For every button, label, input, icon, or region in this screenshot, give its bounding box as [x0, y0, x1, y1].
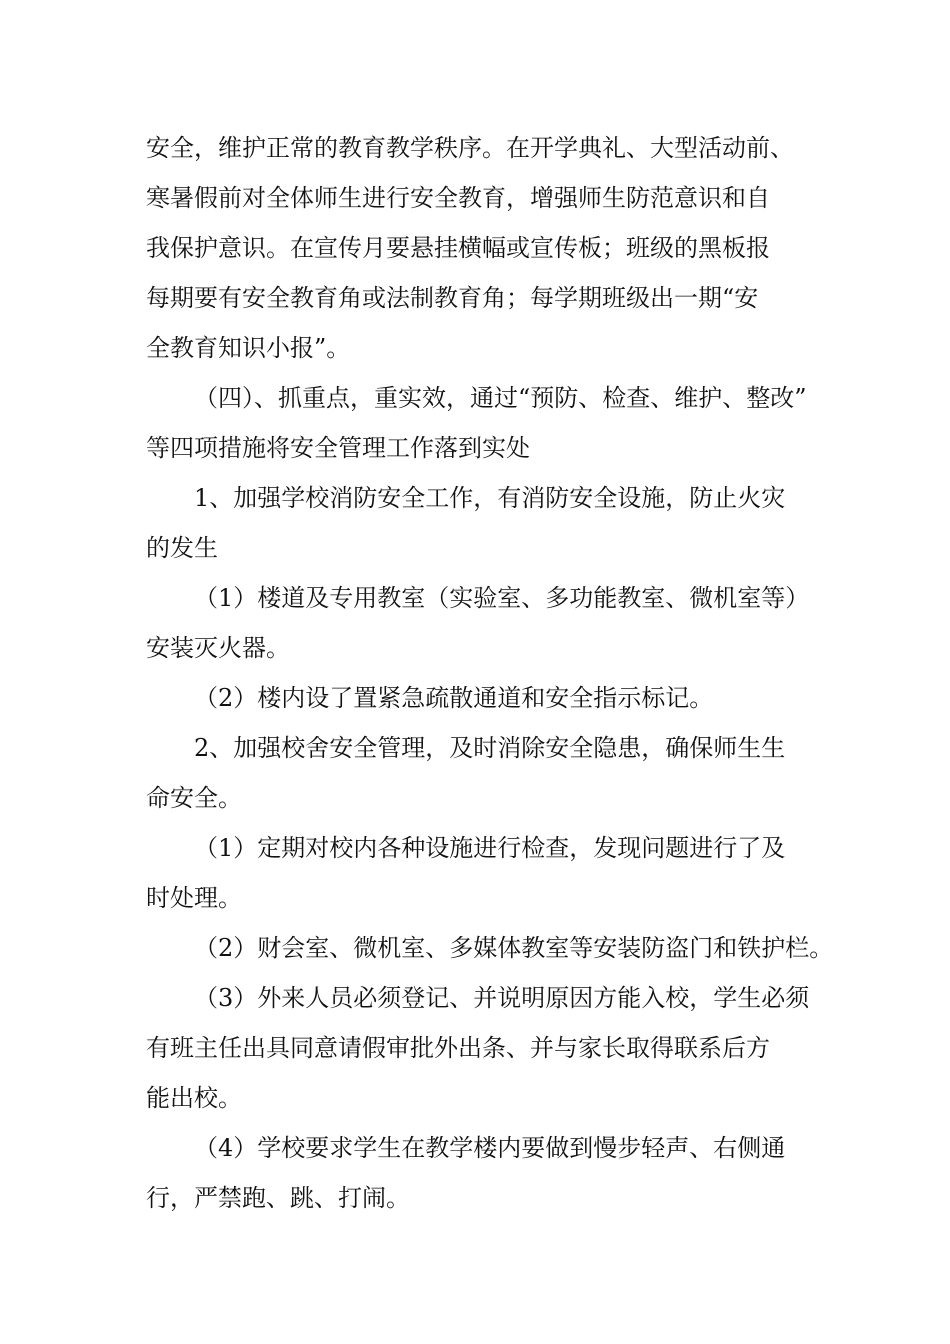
sub-item: （1）楼道及专用教室（实验室、多功能教室、微机室等） [194, 584, 810, 612]
text-line: 安装灭火器。 [146, 634, 290, 662]
text-line: 行，严禁跑、跳、打闹。 [146, 1184, 410, 1212]
sub-item: （1）定期对校内各种设施进行检查，发现问题进行了及 [194, 834, 786, 862]
text-line: 安全，维护正常的教育教学秩序。在开学典礼、大型活动前、 [146, 134, 794, 162]
item-heading: 2、加强校舍安全管理，及时消除安全隐患，确保师生生 [194, 734, 786, 762]
text-line: 命安全。 [146, 784, 242, 812]
sub-item: （4）学校要求学生在教学楼内要做到慢步轻声、右侧通 [194, 1134, 786, 1162]
text-line: 有班主任出具同意请假审批外出条、并与家长取得联系后方 [146, 1034, 770, 1062]
text-line: 我保护意识。在宣传月要悬挂横幅或宣传板；班级的黑板报 [146, 234, 770, 262]
text-line: 能出校。 [146, 1084, 242, 1112]
sub-item: （2）楼内设了置紧急疏散通道和安全指示标记。 [194, 684, 714, 712]
text-line: 时处理。 [146, 884, 242, 912]
text-line: 寒暑假前对全体师生进行安全教育，增强师生防范意识和自 [146, 184, 770, 212]
sub-item: （2）财会室、微机室、多媒体教室等安装防盗门和铁护栏。 [194, 934, 834, 962]
sub-item: （3）外来人员必须登记、并说明原因方能入校，学生必须 [194, 984, 810, 1012]
text-line: 每期要有安全教育角或法制教育角；每学期班级出一期“安 [146, 284, 759, 312]
text-line: 的发生 [146, 534, 218, 562]
text-line: 等四项措施将安全管理工作落到实处 [146, 434, 530, 462]
text-line: 全教育知识小报”。 [146, 334, 351, 362]
section-heading: （四）、抓重点，重实效，通过“预防、检查、维护、整改” [194, 384, 807, 412]
item-heading: 1、加强学校消防安全工作，有消防安全设施，防止火灾 [194, 484, 786, 512]
